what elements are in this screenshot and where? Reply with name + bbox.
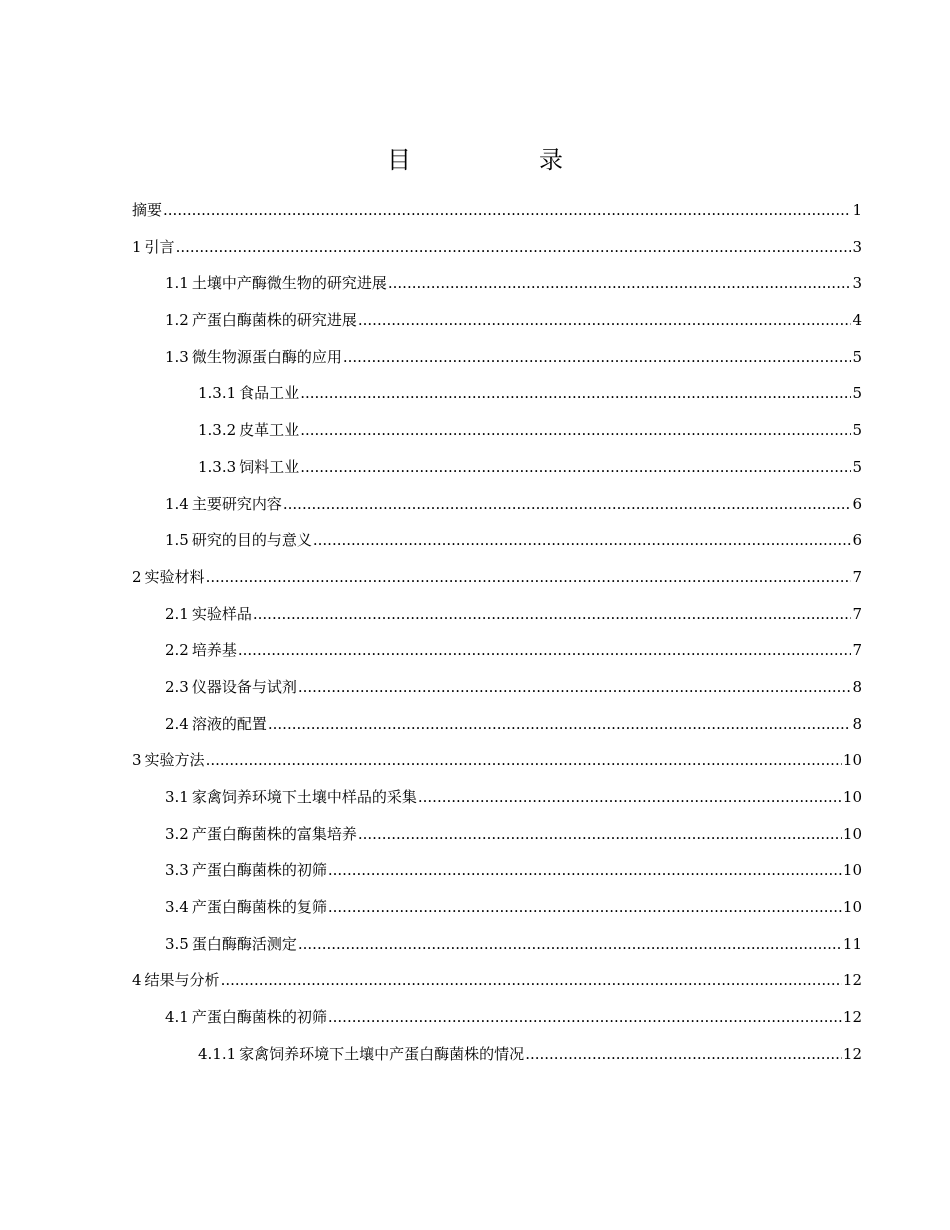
toc-entry-title: 实验样品: [191, 604, 252, 623]
toc-entry-page-number: 8: [852, 714, 862, 733]
toc-entry-page-number: 7: [852, 641, 862, 660]
dot-leader: [176, 229, 852, 266]
toc-entry-number: 4.1: [165, 1008, 189, 1027]
toc-entry[interactable]: [132, 486, 862, 523]
toc-entry[interactable]: [132, 706, 862, 743]
dot-leader: [343, 339, 852, 376]
toc-entry[interactable]: [132, 192, 862, 229]
toc-entry-title: 结果与分析: [144, 971, 220, 990]
toc-entry-page-number: 10: [842, 898, 862, 917]
toc-entry-page-number: 11: [842, 934, 862, 953]
toc-entry[interactable]: [132, 889, 862, 926]
toc-entry-number: 2.2: [165, 641, 189, 660]
dot-leader: [206, 742, 842, 779]
toc-entry-title: 引言: [144, 237, 175, 256]
toc-entry-title: 蛋白酶酶活测定: [191, 934, 297, 953]
dot-leader: [221, 962, 842, 999]
toc-entry-number: 3.4: [165, 898, 189, 917]
toc-entry[interactable]: [132, 669, 862, 706]
toc-entry-title: 产蛋白酶菌株的研究进展: [191, 311, 357, 330]
dot-leader: [253, 596, 852, 633]
toc-entry-page-number: 4: [852, 311, 862, 330]
toc-entry[interactable]: [132, 1036, 862, 1073]
toc-entry-page-number: 12: [842, 971, 862, 990]
toc-entry-page-number: 6: [852, 531, 862, 550]
toc-entry-title: 土壤中产酶微生物的研究进展: [191, 274, 387, 293]
toc-entry[interactable]: [132, 632, 862, 669]
dot-leader: [300, 375, 851, 412]
toc-entry-number: 1.3: [165, 347, 189, 366]
toc-entry-page-number: 5: [852, 384, 862, 403]
toc-entry-title: 仪器设备与试剂: [191, 677, 297, 696]
dot-leader: [300, 412, 851, 449]
toc-entry[interactable]: [132, 742, 862, 779]
dot-leader: [328, 852, 842, 889]
toc-entry[interactable]: [132, 596, 862, 633]
toc-entry-title: 产蛋白酶菌株的初筛: [191, 1008, 327, 1027]
toc-entry-title: 微生物源蛋白酶的应用: [191, 347, 342, 366]
dot-leader: [206, 559, 852, 596]
dot-leader: [358, 816, 842, 853]
toc-entry[interactable]: [132, 852, 862, 889]
toc-entry-title: 家禽饲养环境下土壤中产蛋白酶菌株的情况: [239, 1044, 525, 1063]
toc-entry-page-number: 10: [842, 751, 862, 770]
toc-entry-number: 4: [132, 971, 142, 990]
toc-entry-title: 溶液的配置: [191, 714, 267, 733]
toc-entry-number: 3.1: [165, 788, 189, 806]
toc-entry-page-number: 10: [842, 824, 862, 843]
dot-leader: [268, 706, 852, 743]
toc-entry-number: 1: [132, 237, 142, 256]
toc-entry[interactable]: [132, 926, 862, 963]
dot-leader: [313, 522, 852, 559]
dot-leader: [328, 889, 842, 926]
toc-entry-page-number: 12: [842, 1044, 862, 1063]
toc-entry-page-number: 7: [852, 604, 862, 623]
dot-leader: [238, 632, 852, 669]
toc-entry-page-number: 8: [852, 677, 862, 696]
toc-entry-page-number: 3: [852, 274, 862, 293]
toc-entry-number: 1.5: [165, 531, 189, 550]
toc-entry-title: 家禽饲养环境下土壤中样品的采集: [191, 788, 417, 806]
toc-entry-number: 2.4: [165, 714, 189, 733]
toc-entry-number: 2.3: [165, 677, 189, 696]
toc-title: 目 录: [387, 146, 615, 174]
toc-entry-number: 1.4: [165, 494, 189, 513]
toc-entry-title: 产蛋白酶菌株的初筛: [191, 861, 327, 880]
toc-entry-page-number: 12: [842, 1008, 862, 1027]
dot-leader: [418, 779, 842, 816]
toc-entry-number: 3.2: [165, 824, 189, 843]
dot-leader: [525, 1036, 842, 1073]
toc-entry-title: 主要研究内容: [191, 494, 282, 513]
toc-entry-title: 实验方法: [144, 751, 205, 770]
toc-entry[interactable]: [132, 522, 862, 559]
toc-entry-title: 皮革工业: [239, 421, 300, 440]
toc-entry-page-number: 10: [842, 861, 862, 880]
dot-leader: [300, 449, 851, 486]
dot-leader: [163, 192, 851, 229]
toc-entry[interactable]: [132, 449, 862, 486]
dot-leader: [298, 926, 842, 963]
toc-entry-title: 产蛋白酶菌株的富集培养: [191, 824, 357, 843]
toc-entry-number: 2: [132, 567, 142, 586]
toc-entry-number: 1.1: [165, 274, 189, 293]
toc-entry[interactable]: [132, 302, 862, 339]
dot-leader: [388, 265, 852, 302]
toc-entry-page-number: 5: [852, 347, 862, 366]
toc-entry-page-number: 3: [852, 237, 862, 256]
toc-entry-title: 实验材料: [144, 567, 205, 586]
toc-entry[interactable]: [132, 339, 862, 376]
toc-entry-number: 1.3.2: [198, 421, 237, 440]
toc-entry-title: 摘要: [132, 201, 163, 219]
toc-entry-title: 产蛋白酶菌株的复筛: [191, 898, 327, 917]
toc-entry-number: 3.3: [165, 861, 189, 880]
toc-entry-page-number: 6: [852, 494, 862, 513]
toc-entry[interactable]: [132, 265, 862, 302]
toc-entry-page-number: 5: [852, 457, 862, 476]
dot-leader: [328, 999, 842, 1036]
toc-entry-page-number: 1: [852, 201, 862, 219]
toc-entry-number: 4.1.1: [198, 1044, 237, 1063]
toc-entry[interactable]: [132, 816, 862, 853]
toc-entry-title: 食品工业: [239, 384, 300, 403]
dot-leader: [283, 486, 852, 523]
toc-entry-number: 1.3.3: [198, 457, 237, 476]
toc-entry[interactable]: [132, 962, 862, 999]
toc-entry[interactable]: [132, 999, 862, 1036]
toc-entry-number: 1.3.1: [198, 384, 237, 403]
toc-entry-page-number: 10: [842, 788, 862, 806]
toc-entry-number: 1.2: [165, 311, 189, 330]
dot-leader: [358, 302, 852, 339]
toc-entry-title: 培养基: [191, 641, 237, 660]
toc-entry-number: 2.1: [165, 604, 189, 623]
dot-leader: [298, 669, 852, 706]
toc-entry-page-number: 5: [852, 421, 862, 440]
toc-entry[interactable]: [132, 779, 862, 816]
toc-entry[interactable]: [132, 412, 862, 449]
toc-entry-number: 3: [132, 751, 142, 770]
toc-entry-number: 3.5: [165, 934, 189, 953]
toc-entry[interactable]: [132, 375, 862, 412]
toc-entry-title: 饲料工业: [239, 457, 300, 476]
toc-entry[interactable]: [132, 559, 862, 596]
toc-entry-title: 研究的目的与意义: [191, 531, 312, 550]
toc-entry[interactable]: [132, 229, 862, 266]
toc-list: [132, 192, 862, 1073]
toc-entry-page-number: 7: [852, 567, 862, 586]
